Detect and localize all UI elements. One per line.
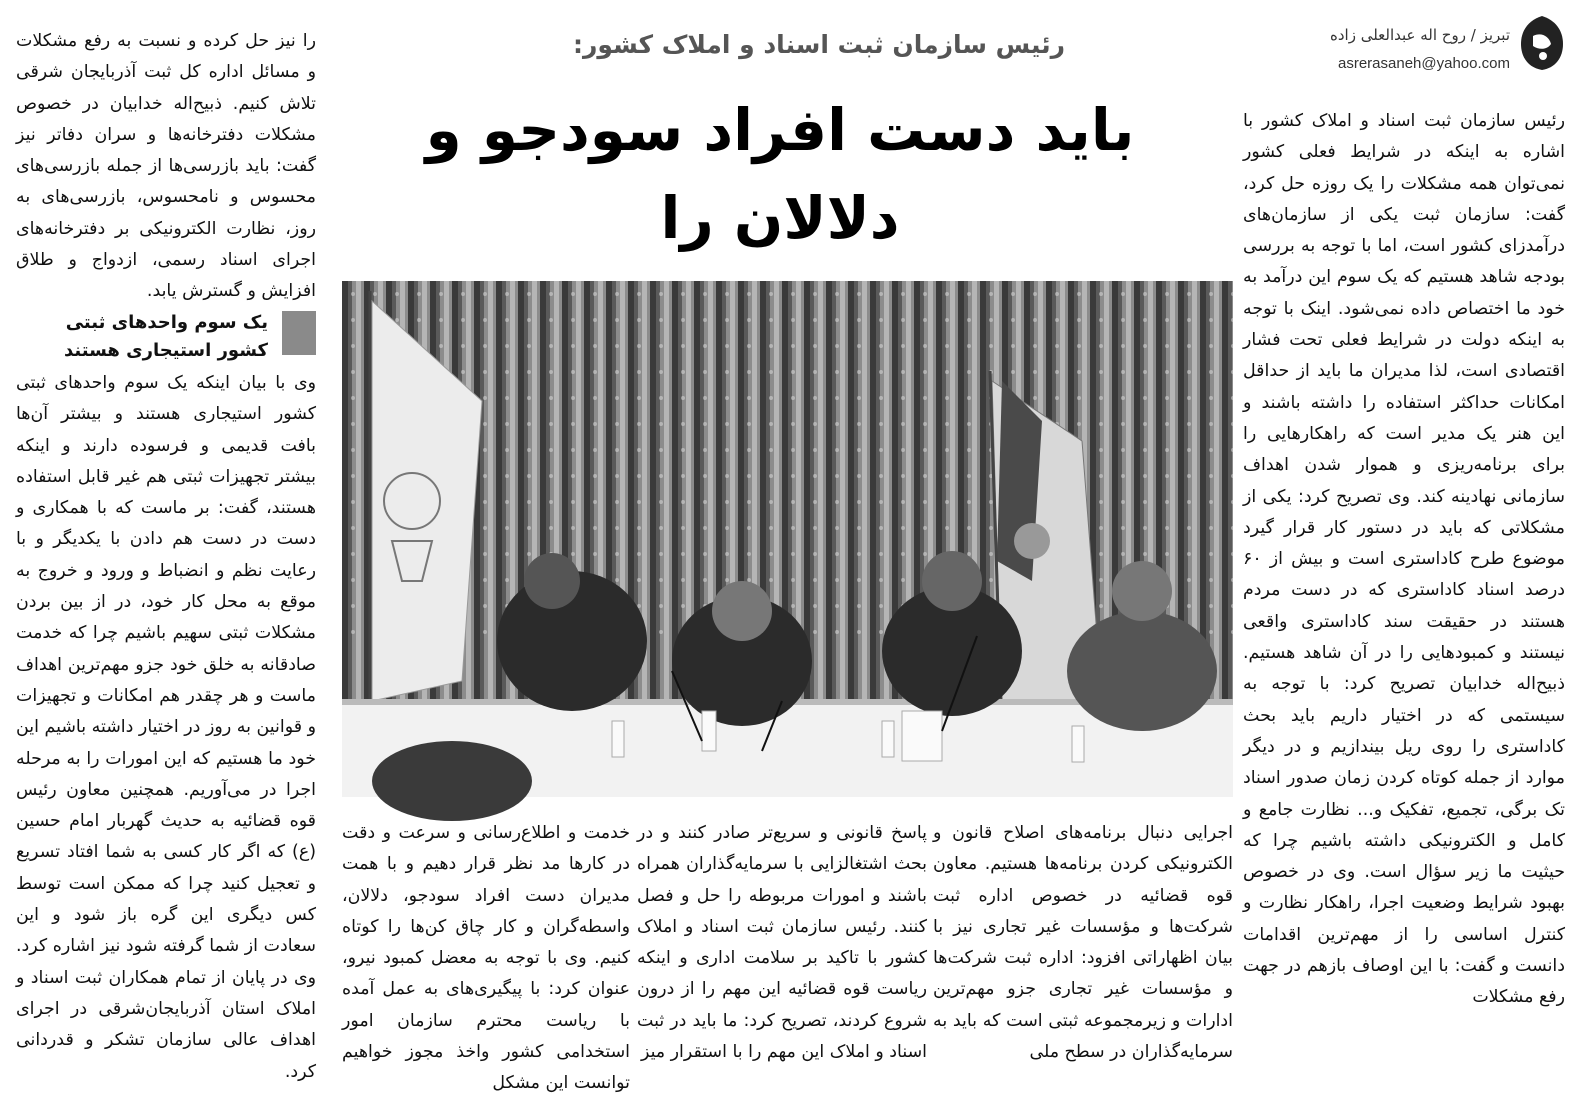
article-headline: باید دست افراد سودجو و دلالان را (425, 96, 1135, 252)
article-column-right: رئیس سازمان ثبت اسناد و املاک کشور با اشاره به اینکه در شرایط فعلی کشور نمی‌توان همه مشکلات را یک روزه حل کرد، گفت: سازمان ثبت یکی از سازمان‌های درآمدزای کشور است، اما با توجه به بررسی بودجه شاهد هستیم که یک سوم این درآمد به خود ما اختصاص داده نمی‌شود. اینک با توجه به اینکه دولت در شرایط فعلی تحت فشار اقتصادی است، لذا مدیران ما باید از حداقل امکانات حداکثر استفاده را داشته باشند و این هنر یک مدیر است که راهکارهایی را برای برنامه‌ریزی و هموار شدن اهداف سازمانی نهادینه کند. وی تصریح کرد: یکی از مشکلاتی که باید در دستور کار قرار گیرد موضوع طرح کاداستری است و بیش از ۶۰ درصد اسناد کاداستری که در دست مردم هستند در حقیقت سند کاداستری واقعی نیستند و کمبودهایی را در آن شاهد هستیم. ذبیح‌اله خدابیان تصریح کرد: با توجه به سیستمی که در اختیار داریم باید بحث کاداستری را روی ریل بیندازیم و در دیگر موارد از جمله کوتاه کردن زمان صدور اسناد تک برگی، تجمیع، تفکیک و... نظارت جامع و کامل و الکترونیکی داشته باشیم چرا که حیثیت ما زیر سؤال است. وی در خصوص بهبود شرایط وضعیت اجرا، راهکار نظارت و کنترل اساسی را از مهم‌ترین اقدامات دانست و گفت: با این اوصاف بازهم در جهت رفع مشکلات (1243, 111, 1565, 1008)
newspaper-logo-icon (1519, 14, 1565, 72)
article-column-left-top: را نیز حل کرده و نسبت به رفع مشکلات و مسائل اداره کل ثبت آذربایجان شرقی تلاش کنیم. ذبیح‌اله خدابیان در خصوص مشکلات دفترخانه‌ها و سران دفاتر نیز گفت: باید بازرسی‌ها از جمله بازرسی‌های محسوس و نامحسوس، بازرسی‌های به روز، نظارت الکترونیکی بر دفترخانه‌های اجرای اسناد رسمی، ازدواج و طلاق افزایش و گسترش یابد. (16, 31, 316, 302)
article-kicker: رئیس سازمان ثبت اسناد و املاک کشور: (573, 30, 1065, 59)
article-column-center-3: خدمت و اطلاع‌رسانی و سرعت و دقت در کارها مد نظر قرار دهیم و با همت مدیران دست افراد سودجو، دلالان، واسطه‌گران و کار چاق کن‌ها را کوتاه کنیم. وی با توجه به معضل کمبود نیرو، عنوان کرد: با پیگیری‌های به عمل آمده با ریاست محترم سازمان امور استخدامی کشور واخذ مجوز خواهیم توانست این مشکل (342, 823, 630, 1094)
meeting-photo-image (342, 281, 1233, 797)
article-subheading (16, 309, 316, 361)
logo-mark-icon (1519, 14, 1565, 72)
article-column-left-bottom: وی با بیان اینکه یک سوم واحدهای ثبتی کشور استیجاری هستند و بیشتر آن‌ها بافت قدیمی و فرسوده دارند و اینکه بیشتر تجهیزات ثبتی هم غیر قابل استفاده هستند، گفت: بر ماست که با همکاری و دست در دست هم دادن با یکدیگر و با رعایت نظم و انضباط و ورود و خروج به موقع به محل کار خود، در از بین بردن مشکلات ثبتی سهیم باشیم چرا که خدمت صادقانه به خلق خود جزو مهم‌ترین اهداف ماست و هر چقدر هم امکانات و تجهیزات و قوانین به روز در اختیار داشته باشیم این خود ما هستیم که این امورات را به مرحله اجرا در می‌آوریم. همچنین معاون رئیس قوه قضائیه به حدیث گهربار امام حسین (ع) که اگر کار کسی به شما افتاد تسریع و تعجیل کنید چرا که ممکن است توسط کس دیگری این گره باز شود و این سعادت از شما گرفته شود نیز اشاره کرد. وی در پایان از تمام همکاران ثبت اسناد و املاک استان آذربایجان‌شرقی در اجرای اهداف عالی سازمان تشکر و قدردانی کرد. (16, 373, 316, 1082)
article-column-center-1: اجرایی دنبال برنامه‌های اصلاح قانون و الکترونیکی کردن برنامه‌ها هستیم. معاون قوه قضائیه در خصوص اداره ثبت شرکت‌ها و مؤسسات غیر تجاری نیز با بیان اظهاراتی افزود: اداره ثبت شرکت‌ها و مؤسسات غیر تجاری جزو مهم‌ترین ادارات و زیرمجموعه ثبتی است که باید به سرمایه‌گذاران در سطح ملی (933, 823, 1233, 1063)
subheading-marker (282, 311, 316, 355)
article-column-center-2: پاسخ قانونی و سریع‌تر صادر کنند و در بحث اشتغالزایی با سرمایه‌گذاران همراه باشند و امورات مربوطه را حل و فصل کنند. رئیس سازمان ثبت اسناد و املاک کشور با تاکید بر سلامت اداری و اینکه ریاست قوه قضائیه این مهم را از درون شروع کردند، تصریح کرد: ما باید در ثبت اسناد و املاک این مهم را با استقرار میز (637, 823, 927, 1063)
byline: تبریز / روح اله عبدالعلی زاده (1329, 26, 1510, 44)
article-photo (342, 281, 1233, 797)
subheading-text: یک سوم واحدهای ثبتی کشور استیجاری هستند (63, 312, 268, 361)
author-email: asrerasaneh@yahoo.com (1338, 55, 1510, 72)
